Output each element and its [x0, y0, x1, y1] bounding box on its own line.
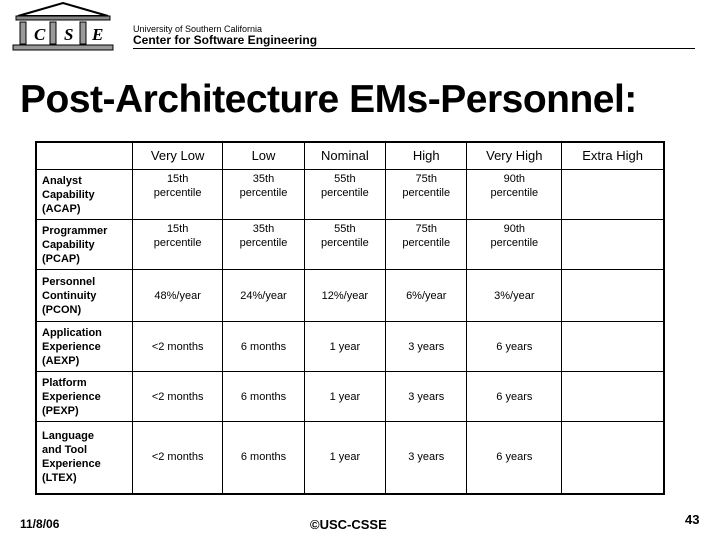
table-cell — [562, 270, 664, 322]
footer-copyright: ©USC-CSSE — [310, 517, 387, 532]
table-header-row — [36, 142, 664, 170]
table-cell — [562, 372, 664, 422]
row-label-line: Capability — [42, 188, 95, 201]
row-label-line: (ACAP) — [42, 202, 81, 215]
cell-text: 6 years — [496, 390, 533, 403]
svg-text:S: S — [64, 25, 74, 44]
row-label-line: Experience — [42, 458, 101, 471]
row-label-line: Experience — [42, 340, 101, 353]
table-cell — [223, 170, 304, 220]
svg-text:E: E — [92, 25, 104, 44]
cell-text: 75th — [415, 173, 437, 185]
cell-text: 6 months — [240, 340, 287, 353]
table-cell — [133, 422, 223, 494]
column-header — [36, 142, 133, 170]
row-label-line: (PCAP) — [42, 252, 80, 265]
table-cell — [304, 220, 385, 270]
cell-text: 6 years — [496, 340, 533, 353]
table-cell — [467, 220, 562, 270]
table-cell — [223, 270, 304, 322]
cell-text: percentile — [153, 237, 202, 249]
table-cell — [467, 372, 562, 422]
cell-text: 24%/year — [240, 289, 287, 302]
table-cell — [133, 220, 223, 270]
column-header: Very High — [467, 142, 562, 170]
university-name: University of Southern California — [133, 24, 263, 34]
table-cell — [133, 372, 223, 422]
row-label-line: Continuity — [42, 289, 97, 302]
table-cell — [467, 270, 562, 322]
cell-text: 15th — [166, 223, 189, 235]
cell-text: 1 year — [329, 340, 361, 353]
center-name: Center for Software Engineering — [133, 33, 318, 47]
column-header: Very Low — [133, 142, 223, 170]
cell-text: <2 months — [151, 451, 204, 464]
cell-text: 3 years — [408, 390, 445, 403]
cell-text: 1 year — [329, 451, 361, 464]
cell-text: percentile — [153, 187, 202, 199]
table-cell — [386, 170, 467, 220]
row-label — [36, 322, 133, 372]
cell-text: 1 year — [329, 390, 361, 403]
cse-logo — [8, 2, 118, 54]
cell-text: <2 months — [151, 340, 204, 353]
table-cell — [386, 322, 467, 372]
row-label-line: Language — [42, 430, 94, 443]
table-cell — [386, 372, 467, 422]
row-label-line: (LTEX) — [42, 472, 77, 485]
cell-text: 90th — [503, 173, 526, 185]
cell-text: percentile — [490, 237, 539, 249]
cell-text: percentile — [490, 187, 539, 199]
row-label — [36, 422, 133, 494]
table-cell — [386, 422, 467, 494]
table-cell — [467, 170, 562, 220]
cell-text: 3 years — [408, 451, 445, 464]
column-header: Extra High — [562, 142, 664, 170]
cell-text: 75th — [415, 223, 437, 235]
row-label — [36, 270, 133, 322]
table-cell — [562, 220, 664, 270]
table-cell — [562, 322, 664, 372]
table-cell — [562, 170, 664, 220]
row-label-line: Analyst — [42, 174, 82, 187]
table-row — [36, 422, 664, 494]
cell-text: 35th — [252, 173, 275, 185]
table-cell — [304, 270, 385, 322]
row-label-line: (PCON) — [42, 303, 82, 316]
table-cell — [223, 422, 304, 494]
cell-text: 6 months — [240, 390, 287, 403]
cell-text: 55th — [334, 223, 356, 235]
row-label-line: and Tool — [42, 444, 88, 457]
row-label-line: Programmer — [42, 224, 108, 237]
table-cell — [386, 270, 467, 322]
cell-text: 6%/year — [406, 289, 447, 302]
row-label-line: (AEXP) — [42, 354, 80, 367]
table-cell — [386, 220, 467, 270]
row-label-line: Platform — [42, 376, 87, 389]
table-cell — [304, 170, 385, 220]
table-cell — [133, 270, 223, 322]
cell-text: 3 years — [408, 340, 445, 353]
cell-text: percentile — [402, 237, 451, 249]
table-cell — [562, 422, 664, 494]
row-label — [36, 372, 133, 422]
cell-text: 6 years — [496, 451, 533, 464]
row-label-line: Capability — [42, 238, 95, 251]
column-header: High — [386, 142, 467, 170]
row-label-line: Application — [42, 326, 102, 339]
table-cell — [304, 422, 385, 494]
cell-text: 12%/year — [321, 289, 369, 302]
row-label-line: Personnel — [42, 275, 96, 288]
footer-date: 11/8/06 — [20, 517, 60, 531]
cell-text: percentile — [321, 187, 369, 199]
column-header: Nominal — [304, 142, 385, 170]
table-cell — [133, 322, 223, 372]
cell-text: 3%/year — [494, 289, 535, 302]
cell-text: 6 months — [240, 451, 287, 464]
table-cell — [467, 422, 562, 494]
cell-text: <2 months — [151, 390, 204, 403]
row-label-line: (PEXP) — [42, 404, 79, 417]
cell-text: percentile — [239, 237, 288, 249]
cell-text: 15th — [166, 173, 189, 185]
table-cell — [223, 372, 304, 422]
personnel-table — [35, 141, 665, 495]
row-label — [36, 170, 133, 220]
table-row — [36, 372, 664, 422]
table-row — [36, 270, 664, 322]
table-cell — [304, 322, 385, 372]
cell-text: 55th — [334, 173, 356, 185]
page-number: 43 — [685, 512, 700, 527]
column-header: Low — [223, 142, 304, 170]
table-cell — [133, 170, 223, 220]
table-cell — [223, 322, 304, 372]
table-cell — [223, 220, 304, 270]
table-cell — [467, 322, 562, 372]
cell-text: 90th — [503, 223, 526, 235]
slide-title: Post-Architecture EMs-Personnel: — [20, 78, 637, 121]
header-divider — [133, 48, 695, 49]
cell-text: 48%/year — [154, 289, 201, 302]
cell-text: 35th — [252, 223, 275, 235]
cell-text: percentile — [239, 187, 288, 199]
table-row — [36, 322, 664, 372]
cell-text: percentile — [321, 237, 369, 249]
table-row — [36, 220, 664, 270]
row-label — [36, 220, 133, 270]
table-row — [36, 170, 664, 220]
table-cell — [304, 372, 385, 422]
row-label-line: Experience — [42, 390, 101, 403]
cell-text: percentile — [402, 187, 451, 199]
svg-text:C: C — [34, 25, 46, 44]
